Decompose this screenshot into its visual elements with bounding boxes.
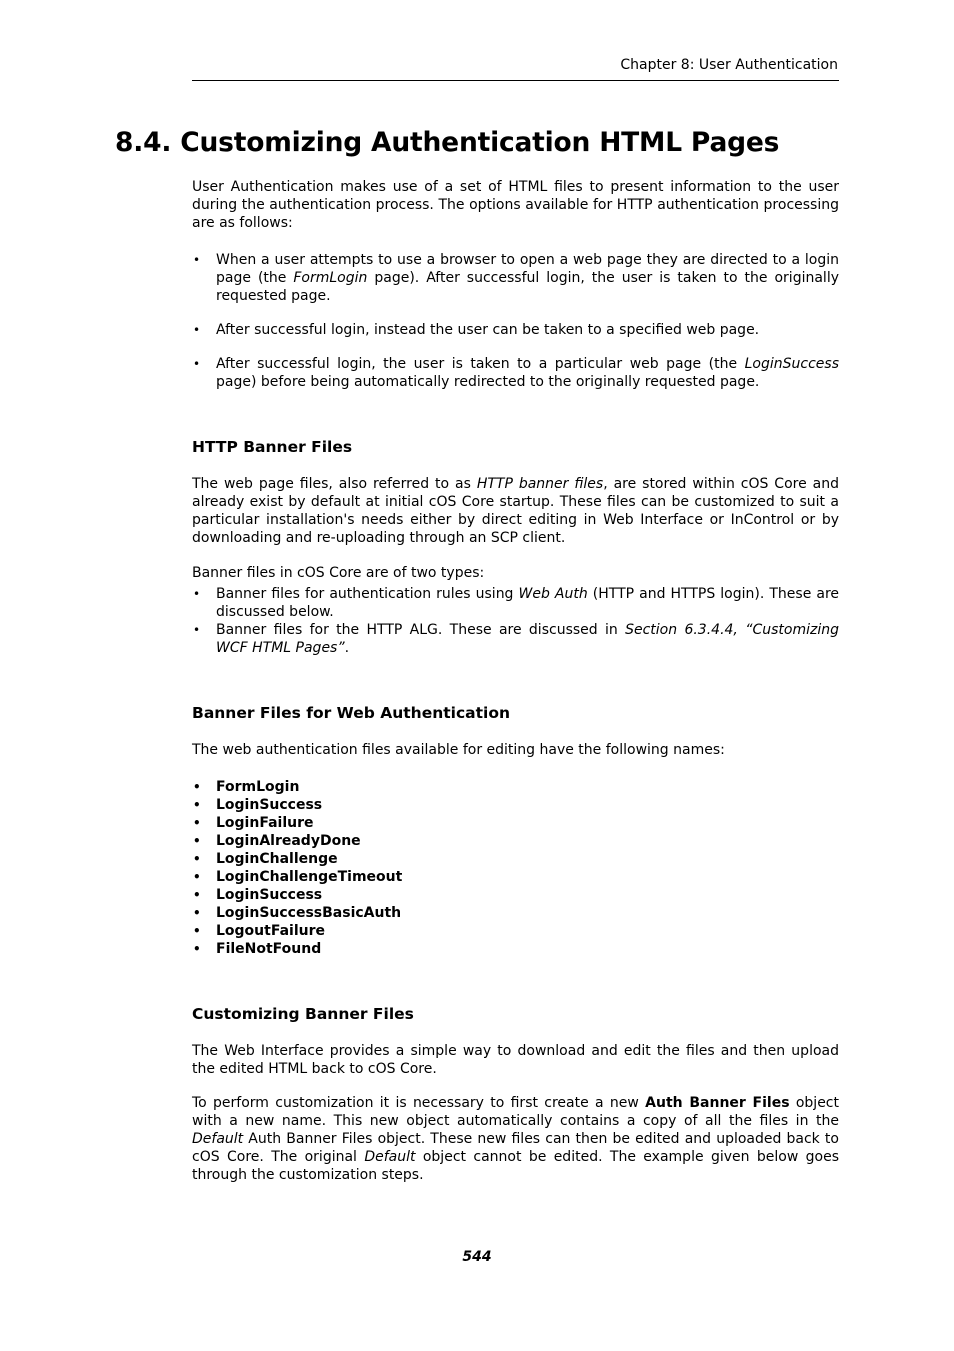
- paragraph-text: The web page files, also referred to as: [192, 476, 477, 492]
- option-text: After successful login, the user is taken to a particular web page (the: [216, 356, 745, 372]
- banner-types-list: [192, 585, 839, 657]
- object-name: Auth Banner Files: [645, 1095, 790, 1111]
- customizing-section: [192, 1004, 839, 1024]
- list-item: [192, 585, 839, 621]
- list-item: • LoginSuccess: [192, 796, 839, 814]
- paragraph: The Web Interface provides a simple way to download and edit the files and then upload the edited HTML back to cOS Core.: [192, 1043, 839, 1077]
- paragraph: [192, 475, 839, 547]
- item-text: Banner files for the HTTP ALG. These are discussed in: [216, 622, 626, 638]
- customizing-steps: [192, 1094, 839, 1184]
- emphasis: Web Auth: [518, 586, 588, 602]
- web-auth-body: [192, 741, 839, 759]
- list-item: [192, 321, 839, 339]
- web-auth-section: [192, 703, 839, 723]
- http-banner-body: [192, 475, 839, 547]
- http-banner-section: [192, 437, 839, 457]
- paragraph: [192, 1094, 839, 1184]
- list-item: • FileNotFound: [192, 940, 839, 958]
- option-text: After successful login, instead the user can be taken to a specified web page.: [216, 322, 760, 338]
- option-emphasis: FormLogin: [293, 270, 368, 286]
- list-item: • LoginAlreadyDone: [192, 832, 839, 850]
- item-text: .: [344, 640, 350, 656]
- option-emphasis: LoginSuccess: [744, 356, 839, 372]
- customizing-body: [192, 1042, 839, 1078]
- list-item: • LoginChallenge: [192, 850, 839, 868]
- section-title: 8.4. Customizing Authentication HTML Pages: [115, 127, 780, 158]
- list-item: • LoginSuccessBasicAuth: [192, 904, 839, 922]
- options-list: [192, 251, 839, 391]
- subsection-heading: HTTP Banner Files: [192, 438, 353, 456]
- emphasis: HTTP banner files: [476, 476, 604, 492]
- cross-reference: Section 6.3.4.4, “Customizing WCF HTML Pages”: [216, 622, 839, 656]
- list-item: [192, 251, 839, 305]
- intro-paragraph: User Authentication makes use of a set of HTML files to present information to the user during the authentication process. The options available for HTTP authentication processing are as follows:: [192, 179, 839, 231]
- paragraph-text: To perform customization it is necessary to first create a new: [192, 1095, 646, 1111]
- subsection-heading: Banner Files for Web Authentication: [192, 704, 511, 722]
- list-item: • LoginSuccess: [192, 886, 839, 904]
- option-text: page) before being automatically redirected to the originally requested page.: [216, 374, 760, 390]
- list-item: • FormLogin: [192, 778, 839, 796]
- list-item: [192, 621, 839, 657]
- intro-section: [192, 178, 839, 232]
- paragraph-text: Auth Banner Files object. These new files can then be edited and uploaded back to cOS Core. The original: [192, 1131, 839, 1165]
- file-names-list: [192, 778, 839, 958]
- item-text: Banner files for authentication rules using: [216, 586, 519, 602]
- option-text: When a user attempts to use a browser to open a web page they are directed to a login page (the: [216, 252, 839, 286]
- list-item: [192, 355, 839, 391]
- page-number: 544: [462, 1249, 492, 1265]
- subsection-heading: Customizing Banner Files: [192, 1005, 414, 1023]
- list-item: • LogoutFailure: [192, 922, 839, 940]
- option-text: page). After successful login, the user is taken to the originally requested page.: [216, 270, 839, 304]
- options-list-block: [192, 251, 839, 391]
- paragraph-text: , are stored within cOS Core and already exist by default at initial cOS Core startup. These files can be customized to suit a particular installation's needs either by direct editing in Web Interface or InControl or by downloading and re-uploading through an SCP client.: [192, 476, 839, 546]
- banner-types-block: [192, 564, 839, 657]
- paragraph: Banner files in cOS Core are of two types:: [192, 565, 485, 581]
- list-item: • LoginChallengeTimeout: [192, 868, 839, 886]
- item-text: (HTTP and HTTPS login). These are discussed below.: [216, 586, 840, 620]
- header-divider: [192, 80, 839, 81]
- file-names-block: [192, 778, 839, 958]
- paragraph-text: object with a new name. This new object automatically contains a copy of all the files in the: [192, 1095, 839, 1129]
- running-header: Chapter 8: User Authentication: [620, 57, 838, 73]
- emphasis: Default: [192, 1131, 244, 1147]
- emphasis: Default: [364, 1149, 416, 1165]
- list-item: • LoginFailure: [192, 814, 839, 832]
- paragraph-text: object cannot be edited. The example given below goes through the customization steps.: [192, 1149, 840, 1183]
- paragraph: The web authentication files available for editing have the following names:: [192, 742, 725, 758]
